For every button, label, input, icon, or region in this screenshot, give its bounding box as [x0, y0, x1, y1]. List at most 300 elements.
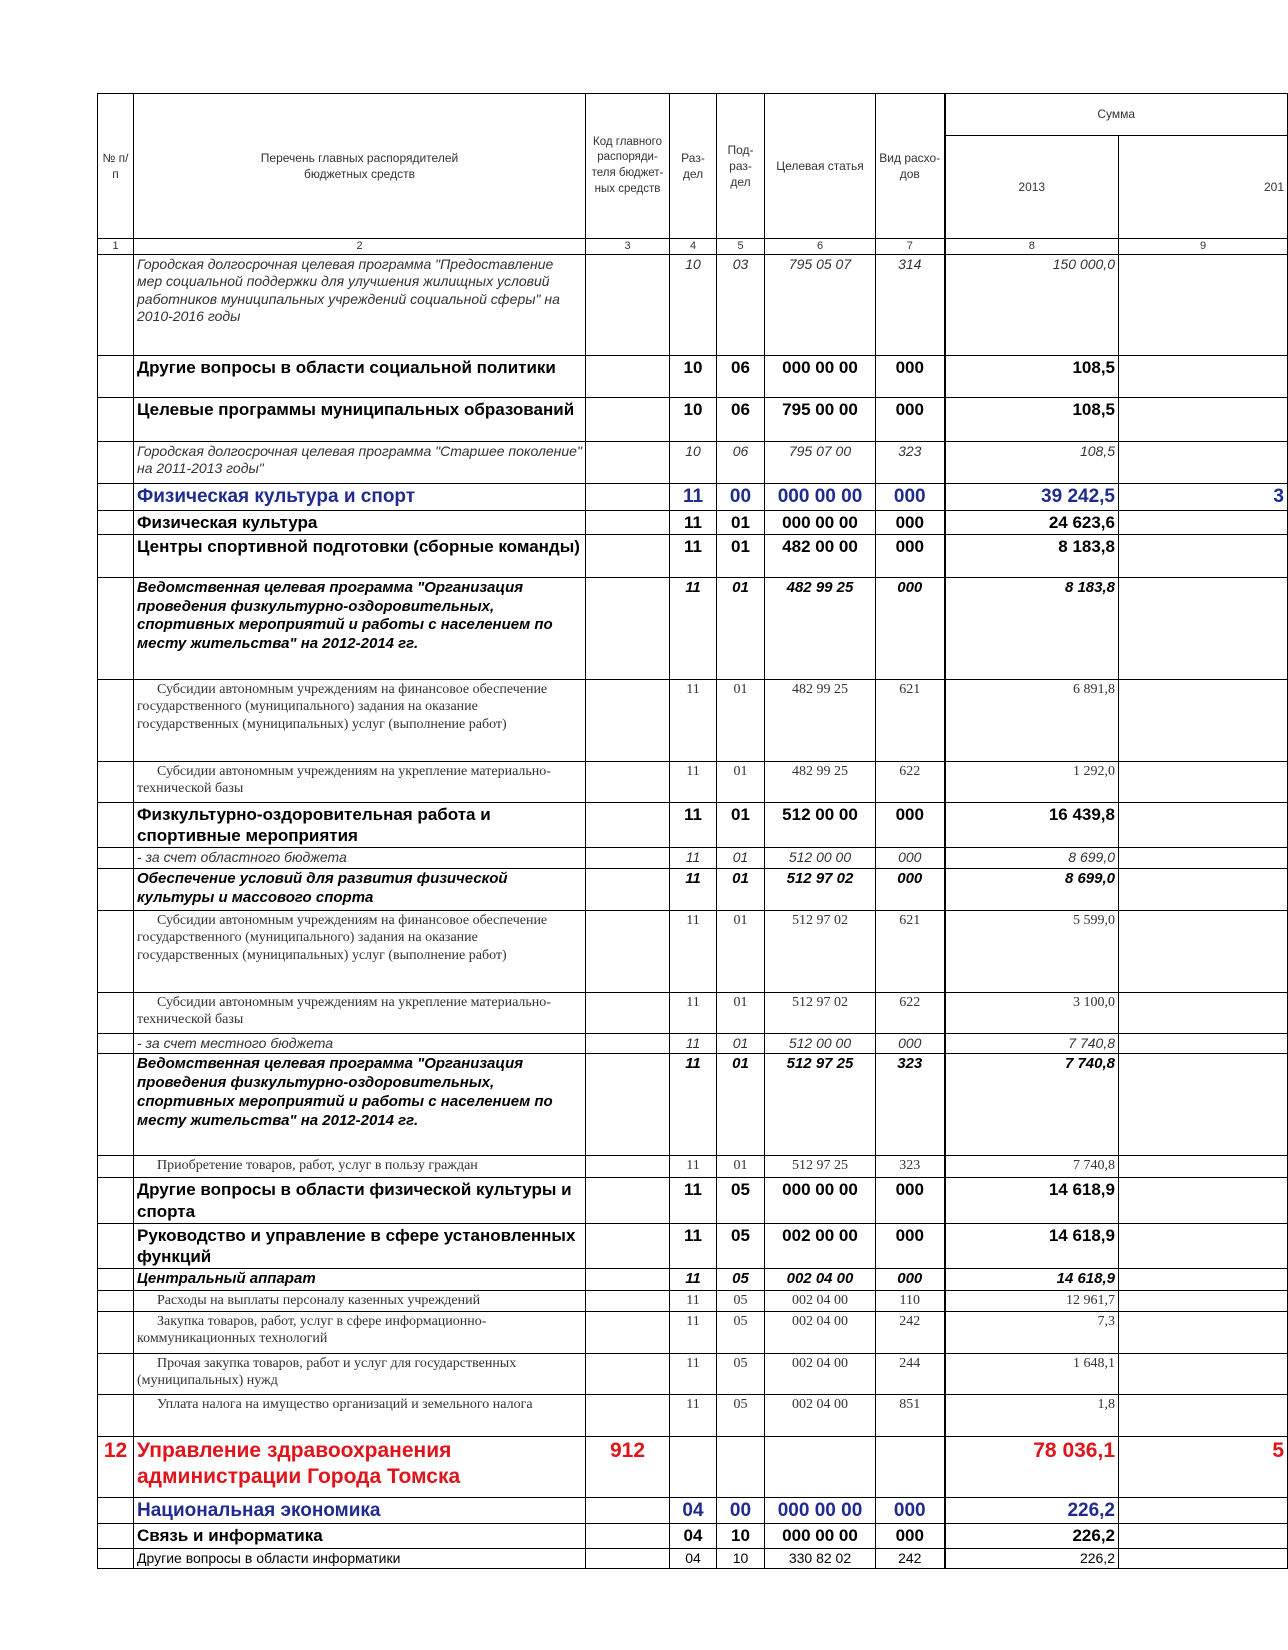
row-code [586, 848, 670, 869]
row-sum-2014 [1119, 397, 1288, 441]
row-expense-type: 621 [876, 910, 945, 992]
row-code [586, 679, 670, 761]
row-sum-2013: 8 699,0 [945, 868, 1119, 910]
row-name: - за счет областного бюджета [134, 848, 586, 869]
row-subsection: 05 [717, 1291, 765, 1312]
row-target: 482 00 00 [765, 534, 876, 577]
row-expense-type: 000 [876, 848, 945, 869]
column-number: 2 [134, 239, 586, 255]
row-subsection: 01 [717, 679, 765, 761]
table-row [98, 848, 1288, 869]
row-target: 002 04 00 [765, 1291, 876, 1312]
table-body [98, 254, 1288, 1568]
row-number [98, 1033, 134, 1054]
column-number: 3 [586, 239, 670, 255]
row-expense-type: 622 [876, 761, 945, 802]
row-section: 11 [670, 1033, 717, 1054]
row-target: 512 97 02 [765, 992, 876, 1033]
row-number [98, 254, 134, 355]
row-expense-type: 000 [876, 1524, 945, 1548]
row-section: 11 [670, 679, 717, 761]
row-target: 000 00 00 [765, 510, 876, 534]
table-row [98, 510, 1288, 534]
row-sum-2014 [1119, 868, 1288, 910]
row-subsection: 06 [717, 441, 765, 483]
row-number [98, 848, 134, 869]
row-code [586, 1269, 670, 1291]
row-target: 002 04 00 [765, 1353, 876, 1394]
row-sum-2014 [1119, 1497, 1288, 1524]
row-sum-2014 [1119, 1223, 1288, 1269]
row-subsection: 01 [717, 1054, 765, 1156]
row-target: 512 97 25 [765, 1156, 876, 1178]
row-section: 11 [670, 868, 717, 910]
row-code [586, 510, 670, 534]
row-number [98, 1178, 134, 1224]
table-row [98, 1291, 1288, 1312]
row-expense-type: 000 [876, 510, 945, 534]
row-sum-2014 [1119, 679, 1288, 761]
row-name: Городская долгосрочная целевая программа "Предоставление мер социальной поддержки для улучшения жилищных условий работников муниципальных учреждений социальной сферы" на 2010-2016 годы [134, 254, 586, 355]
row-number [98, 1054, 134, 1156]
row-subsection: 00 [717, 483, 765, 510]
row-sum-2013: 108,5 [945, 355, 1119, 397]
row-subsection: 03 [717, 254, 765, 355]
budget-table [97, 93, 1288, 1569]
row-sum-2013: 108,5 [945, 397, 1119, 441]
row-sum-2013: 1 648,1 [945, 1353, 1119, 1394]
row-expense-type: 000 [876, 1497, 945, 1524]
row-code [586, 1394, 670, 1436]
row-sum-2013: 24 623,6 [945, 510, 1119, 534]
row-sum-2013: 14 618,9 [945, 1269, 1119, 1291]
row-name: Руководство и управление в сфере установленных функций [134, 1223, 586, 1269]
row-code [586, 910, 670, 992]
row-section: 11 [670, 1269, 717, 1291]
row-expense-type: 000 [876, 397, 945, 441]
table-row [98, 1178, 1288, 1224]
column-numbers-row [98, 239, 1288, 255]
table-row [98, 1524, 1288, 1548]
row-section: 11 [670, 1353, 717, 1394]
row-expense-type: 242 [876, 1548, 945, 1569]
row-section: 11 [670, 483, 717, 510]
column-number: 7 [876, 239, 945, 255]
row-section: 11 [670, 910, 717, 992]
row-sum-2013: 8 183,8 [945, 577, 1119, 679]
column-number: 1 [98, 239, 134, 255]
header-name: Перечень главных распорядителей бюджетных средств [134, 94, 586, 239]
row-subsection: 01 [717, 848, 765, 869]
row-sum-2014 [1119, 254, 1288, 355]
row-code [586, 441, 670, 483]
row-target: 002 04 00 [765, 1394, 876, 1436]
row-section: 11 [670, 510, 717, 534]
header-sum: Сумма [945, 94, 1288, 136]
row-number [98, 1291, 134, 1312]
row-section: 10 [670, 441, 717, 483]
row-sum-2013: 7 740,8 [945, 1054, 1119, 1156]
row-target: 482 99 25 [765, 577, 876, 679]
row-subsection: 01 [717, 510, 765, 534]
row-target: 512 00 00 [765, 848, 876, 869]
row-target: 512 00 00 [765, 802, 876, 848]
row-name: Субсидии автономным учреждениям на финансовое обеспечение государственного (муниципального) задания на оказание государственных (муниципальных) услуг (выполнение работ) [134, 679, 586, 761]
row-code [586, 1353, 670, 1394]
row-expense-type: 244 [876, 1353, 945, 1394]
table-row [98, 1436, 1288, 1497]
row-sum-2013: 14 618,9 [945, 1178, 1119, 1224]
row-sum-2013: 8 699,0 [945, 848, 1119, 869]
row-number: 12 [98, 1436, 134, 1497]
row-sum-2014 [1119, 1054, 1288, 1156]
header-subsection: Под-раз-дел [717, 94, 765, 239]
row-target: 482 99 25 [765, 679, 876, 761]
row-expense-type: 000 [876, 868, 945, 910]
row-number [98, 1223, 134, 1269]
table-row [98, 910, 1288, 992]
row-number [98, 355, 134, 397]
row-expense-type: 000 [876, 355, 945, 397]
row-number [98, 577, 134, 679]
row-code [586, 1548, 670, 1569]
table-row [98, 1156, 1288, 1178]
row-name: Другие вопросы в области социальной политики [134, 355, 586, 397]
row-sum-2013: 3 100,0 [945, 992, 1119, 1033]
row-sum-2013: 226,2 [945, 1524, 1119, 1548]
row-name: Городская долгосрочная целевая программа "Старшее поколение" на 2011-2013 годы" [134, 441, 586, 483]
table-row [98, 1054, 1288, 1156]
row-sum-2014 [1119, 577, 1288, 679]
row-target [765, 1436, 876, 1497]
row-number [98, 761, 134, 802]
row-target: 512 97 02 [765, 910, 876, 992]
row-target: 330 82 02 [765, 1548, 876, 1569]
row-target: 002 04 00 [765, 1269, 876, 1291]
row-code [586, 1033, 670, 1054]
row-code [586, 761, 670, 802]
row-code [586, 868, 670, 910]
header-code: Код главного распоряди-теля бюджет-ных средств [586, 94, 670, 239]
row-name: Физическая культура и спорт [134, 483, 586, 510]
row-sum-2013: 5 599,0 [945, 910, 1119, 992]
header-year-1: 2013 [945, 136, 1119, 239]
row-subsection [717, 1436, 765, 1497]
row-name: Уплата налога на имущество организаций и земельного налога [134, 1394, 586, 1436]
row-code [586, 397, 670, 441]
row-sum-2014 [1119, 510, 1288, 534]
row-code [586, 534, 670, 577]
row-sum-2013: 7 740,8 [945, 1156, 1119, 1178]
row-code [586, 1223, 670, 1269]
row-number [98, 679, 134, 761]
row-target: 512 00 00 [765, 1033, 876, 1054]
column-number: 5 [717, 239, 765, 255]
row-section: 11 [670, 1291, 717, 1312]
row-sum-2013: 1,8 [945, 1394, 1119, 1436]
row-number [98, 510, 134, 534]
row-sum-2014 [1119, 1156, 1288, 1178]
row-target: 512 97 25 [765, 1054, 876, 1156]
row-name: Ведомственная целевая программа "Организация проведения физкультурно-оздоровительных, спортивных мероприятий и работы с населением по месту жительства" на 2012-2014 гг. [134, 1054, 586, 1156]
row-name: - за счет местного бюджета [134, 1033, 586, 1054]
row-target: 000 00 00 [765, 483, 876, 510]
table-row [98, 1311, 1288, 1353]
row-subsection: 01 [717, 761, 765, 802]
row-expense-type: 000 [876, 802, 945, 848]
row-target: 000 00 00 [765, 1524, 876, 1548]
row-code [586, 254, 670, 355]
row-expense-type: 323 [876, 1054, 945, 1156]
row-sum-2013: 1 292,0 [945, 761, 1119, 802]
table-row [98, 397, 1288, 441]
row-number [98, 1311, 134, 1353]
table-row [98, 761, 1288, 802]
row-target: 002 04 00 [765, 1311, 876, 1353]
row-target: 000 00 00 [765, 1497, 876, 1524]
table-row [98, 1223, 1288, 1269]
row-section: 11 [670, 761, 717, 802]
row-section: 11 [670, 1178, 717, 1224]
row-subsection: 01 [717, 802, 765, 848]
row-code [586, 802, 670, 848]
row-sum-2014 [1119, 1353, 1288, 1394]
header-year-2: 201 [1119, 136, 1288, 239]
table-row [98, 992, 1288, 1033]
row-sum-2014 [1119, 355, 1288, 397]
row-code [586, 1497, 670, 1524]
row-sum-2013: 6 891,8 [945, 679, 1119, 761]
row-subsection: 05 [717, 1178, 765, 1224]
row-section: 04 [670, 1524, 717, 1548]
row-sum-2014 [1119, 1033, 1288, 1054]
column-number: 8 [945, 239, 1119, 255]
row-subsection: 00 [717, 1497, 765, 1524]
row-section: 11 [670, 534, 717, 577]
row-name: Целевые программы муниципальных образований [134, 397, 586, 441]
row-subsection: 06 [717, 397, 765, 441]
row-code [586, 1524, 670, 1548]
row-name: Центры спортивной подготовки (сборные команды) [134, 534, 586, 577]
row-subsection: 05 [717, 1394, 765, 1436]
table-row [98, 1548, 1288, 1569]
row-section: 10 [670, 355, 717, 397]
row-expense-type: 000 [876, 1178, 945, 1224]
row-target: 795 00 00 [765, 397, 876, 441]
row-expense-type: 242 [876, 1311, 945, 1353]
row-expense-type: 622 [876, 992, 945, 1033]
row-section: 04 [670, 1548, 717, 1569]
row-section: 11 [670, 1156, 717, 1178]
row-sum-2014 [1119, 1394, 1288, 1436]
row-sum-2013: 7 740,8 [945, 1033, 1119, 1054]
row-name: Субсидии автономным учреждениям на укрепление материально-технической базы [134, 761, 586, 802]
row-section [670, 1436, 717, 1497]
table-row [98, 1269, 1288, 1291]
row-sum-2014 [1119, 1269, 1288, 1291]
table-row [98, 1353, 1288, 1394]
row-section: 11 [670, 1054, 717, 1156]
header-section: Раз-дел [670, 94, 717, 239]
row-code [586, 1156, 670, 1178]
row-sum-2013: 226,2 [945, 1548, 1119, 1569]
row-code [586, 483, 670, 510]
row-code [586, 1291, 670, 1312]
row-sum-2013: 108,5 [945, 441, 1119, 483]
table-row [98, 1497, 1288, 1524]
row-name: Расходы на выплаты персоналу казенных учреждений [134, 1291, 586, 1312]
row-subsection: 05 [717, 1311, 765, 1353]
row-sum-2014: 5 [1119, 1436, 1288, 1497]
row-sum-2014 [1119, 534, 1288, 577]
row-target: 002 00 00 [765, 1223, 876, 1269]
row-expense-type: 621 [876, 679, 945, 761]
row-section: 11 [670, 1394, 717, 1436]
row-subsection: 06 [717, 355, 765, 397]
row-number [98, 534, 134, 577]
row-section: 11 [670, 577, 717, 679]
row-code [586, 355, 670, 397]
row-name: Физическая культура [134, 510, 586, 534]
row-sum-2013: 12 961,7 [945, 1291, 1119, 1312]
row-name: Субсидии автономным учреждениям на финансовое обеспечение государственного (муниципального) задания на оказание государственных (муниципальных) услуг (выполнение работ) [134, 910, 586, 992]
row-name: Ведомственная целевая программа "Организация проведения физкультурно-оздоровительных, спортивных мероприятий и работы с населением по месту жительства" на 2012-2014 гг. [134, 577, 586, 679]
row-name: Другие вопросы в области информатики [134, 1548, 586, 1569]
row-number [98, 1524, 134, 1548]
table-row [98, 802, 1288, 848]
row-subsection: 10 [717, 1548, 765, 1569]
row-sum-2014 [1119, 761, 1288, 802]
row-expense-type: 000 [876, 577, 945, 679]
row-subsection: 10 [717, 1524, 765, 1548]
table-header [98, 94, 1288, 255]
row-number [98, 1548, 134, 1569]
row-code [586, 577, 670, 679]
row-subsection: 01 [717, 992, 765, 1033]
row-sum-2014 [1119, 1311, 1288, 1353]
table-row [98, 577, 1288, 679]
row-sum-2013: 7,3 [945, 1311, 1119, 1353]
row-name: Приобретение товаров, работ, услуг в пользу граждан [134, 1156, 586, 1178]
column-number: 9 [1119, 239, 1288, 255]
row-number [98, 802, 134, 848]
row-expense-type: 314 [876, 254, 945, 355]
row-subsection: 01 [717, 577, 765, 679]
column-number: 4 [670, 239, 717, 255]
row-section: 11 [670, 848, 717, 869]
row-expense-type: 000 [876, 1033, 945, 1054]
row-sum-2014 [1119, 1524, 1288, 1548]
row-target: 795 05 07 [765, 254, 876, 355]
row-number [98, 992, 134, 1033]
row-expense-type: 323 [876, 1156, 945, 1178]
row-sum-2013: 39 242,5 [945, 483, 1119, 510]
row-number [98, 1269, 134, 1291]
row-sum-2013: 226,2 [945, 1497, 1119, 1524]
row-expense-type [876, 1436, 945, 1497]
row-expense-type: 000 [876, 1223, 945, 1269]
row-target: 482 99 25 [765, 761, 876, 802]
row-target: 512 97 02 [765, 868, 876, 910]
table-row [98, 1033, 1288, 1054]
row-subsection: 01 [717, 868, 765, 910]
row-sum-2014 [1119, 992, 1288, 1033]
row-number [98, 1394, 134, 1436]
row-sum-2013: 16 439,8 [945, 802, 1119, 848]
row-sum-2014 [1119, 1291, 1288, 1312]
row-subsection: 05 [717, 1223, 765, 1269]
row-number [98, 483, 134, 510]
row-sum-2013: 8 183,8 [945, 534, 1119, 577]
row-expense-type: 851 [876, 1394, 945, 1436]
row-expense-type: 000 [876, 483, 945, 510]
table-row [98, 1394, 1288, 1436]
row-number [98, 868, 134, 910]
row-sum-2014 [1119, 1548, 1288, 1569]
row-code [586, 1311, 670, 1353]
table-row [98, 441, 1288, 483]
row-section: 10 [670, 254, 717, 355]
row-name: Прочая закупка товаров, работ и услуг для государственных (муниципальных) нужд [134, 1353, 586, 1394]
row-name: Субсидии автономным учреждениям на укрепление материально-технической базы [134, 992, 586, 1033]
row-code [586, 992, 670, 1033]
row-sum-2014 [1119, 802, 1288, 848]
row-section: 11 [670, 1223, 717, 1269]
row-name: Связь и информатика [134, 1524, 586, 1548]
row-number [98, 441, 134, 483]
row-expense-type: 323 [876, 441, 945, 483]
row-code [586, 1054, 670, 1156]
row-name: Другие вопросы в области физической культуры и спорта [134, 1178, 586, 1224]
row-sum-2014 [1119, 441, 1288, 483]
row-number [98, 1156, 134, 1178]
row-expense-type: 000 [876, 1269, 945, 1291]
header-target: Целевая статья [765, 94, 876, 239]
table-row [98, 679, 1288, 761]
row-number [98, 1353, 134, 1394]
row-section: 11 [670, 992, 717, 1033]
row-name: Закупка товаров, работ, услуг в сфере информационно-коммуникационных технологий [134, 1311, 586, 1353]
row-expense-type: 000 [876, 534, 945, 577]
row-expense-type: 110 [876, 1291, 945, 1312]
row-subsection: 01 [717, 910, 765, 992]
table-row [98, 483, 1288, 510]
row-target: 795 07 00 [765, 441, 876, 483]
row-code: 912 [586, 1436, 670, 1497]
row-subsection: 05 [717, 1353, 765, 1394]
row-sum-2013: 150 000,0 [945, 254, 1119, 355]
row-sum-2013: 14 618,9 [945, 1223, 1119, 1269]
row-subsection: 01 [717, 534, 765, 577]
row-name: Центральный аппарат [134, 1269, 586, 1291]
row-sum-2013: 78 036,1 [945, 1436, 1119, 1497]
row-number [98, 910, 134, 992]
row-number [98, 1497, 134, 1524]
row-section: 04 [670, 1497, 717, 1524]
row-name: Физкультурно-оздоровительная работа и спортивные мероприятия [134, 802, 586, 848]
column-number: 6 [765, 239, 876, 255]
header-expense-type: Вид расхо-дов [876, 94, 945, 239]
row-section: 11 [670, 802, 717, 848]
row-sum-2014: 3 [1119, 483, 1288, 510]
row-name: Национальная экономика [134, 1497, 586, 1524]
row-section: 11 [670, 1311, 717, 1353]
table-row [98, 254, 1288, 355]
row-name: Управление здравоохранения администрации Города Томска [134, 1436, 586, 1497]
row-subsection: 01 [717, 1033, 765, 1054]
row-subsection: 01 [717, 1156, 765, 1178]
row-sum-2014 [1119, 848, 1288, 869]
